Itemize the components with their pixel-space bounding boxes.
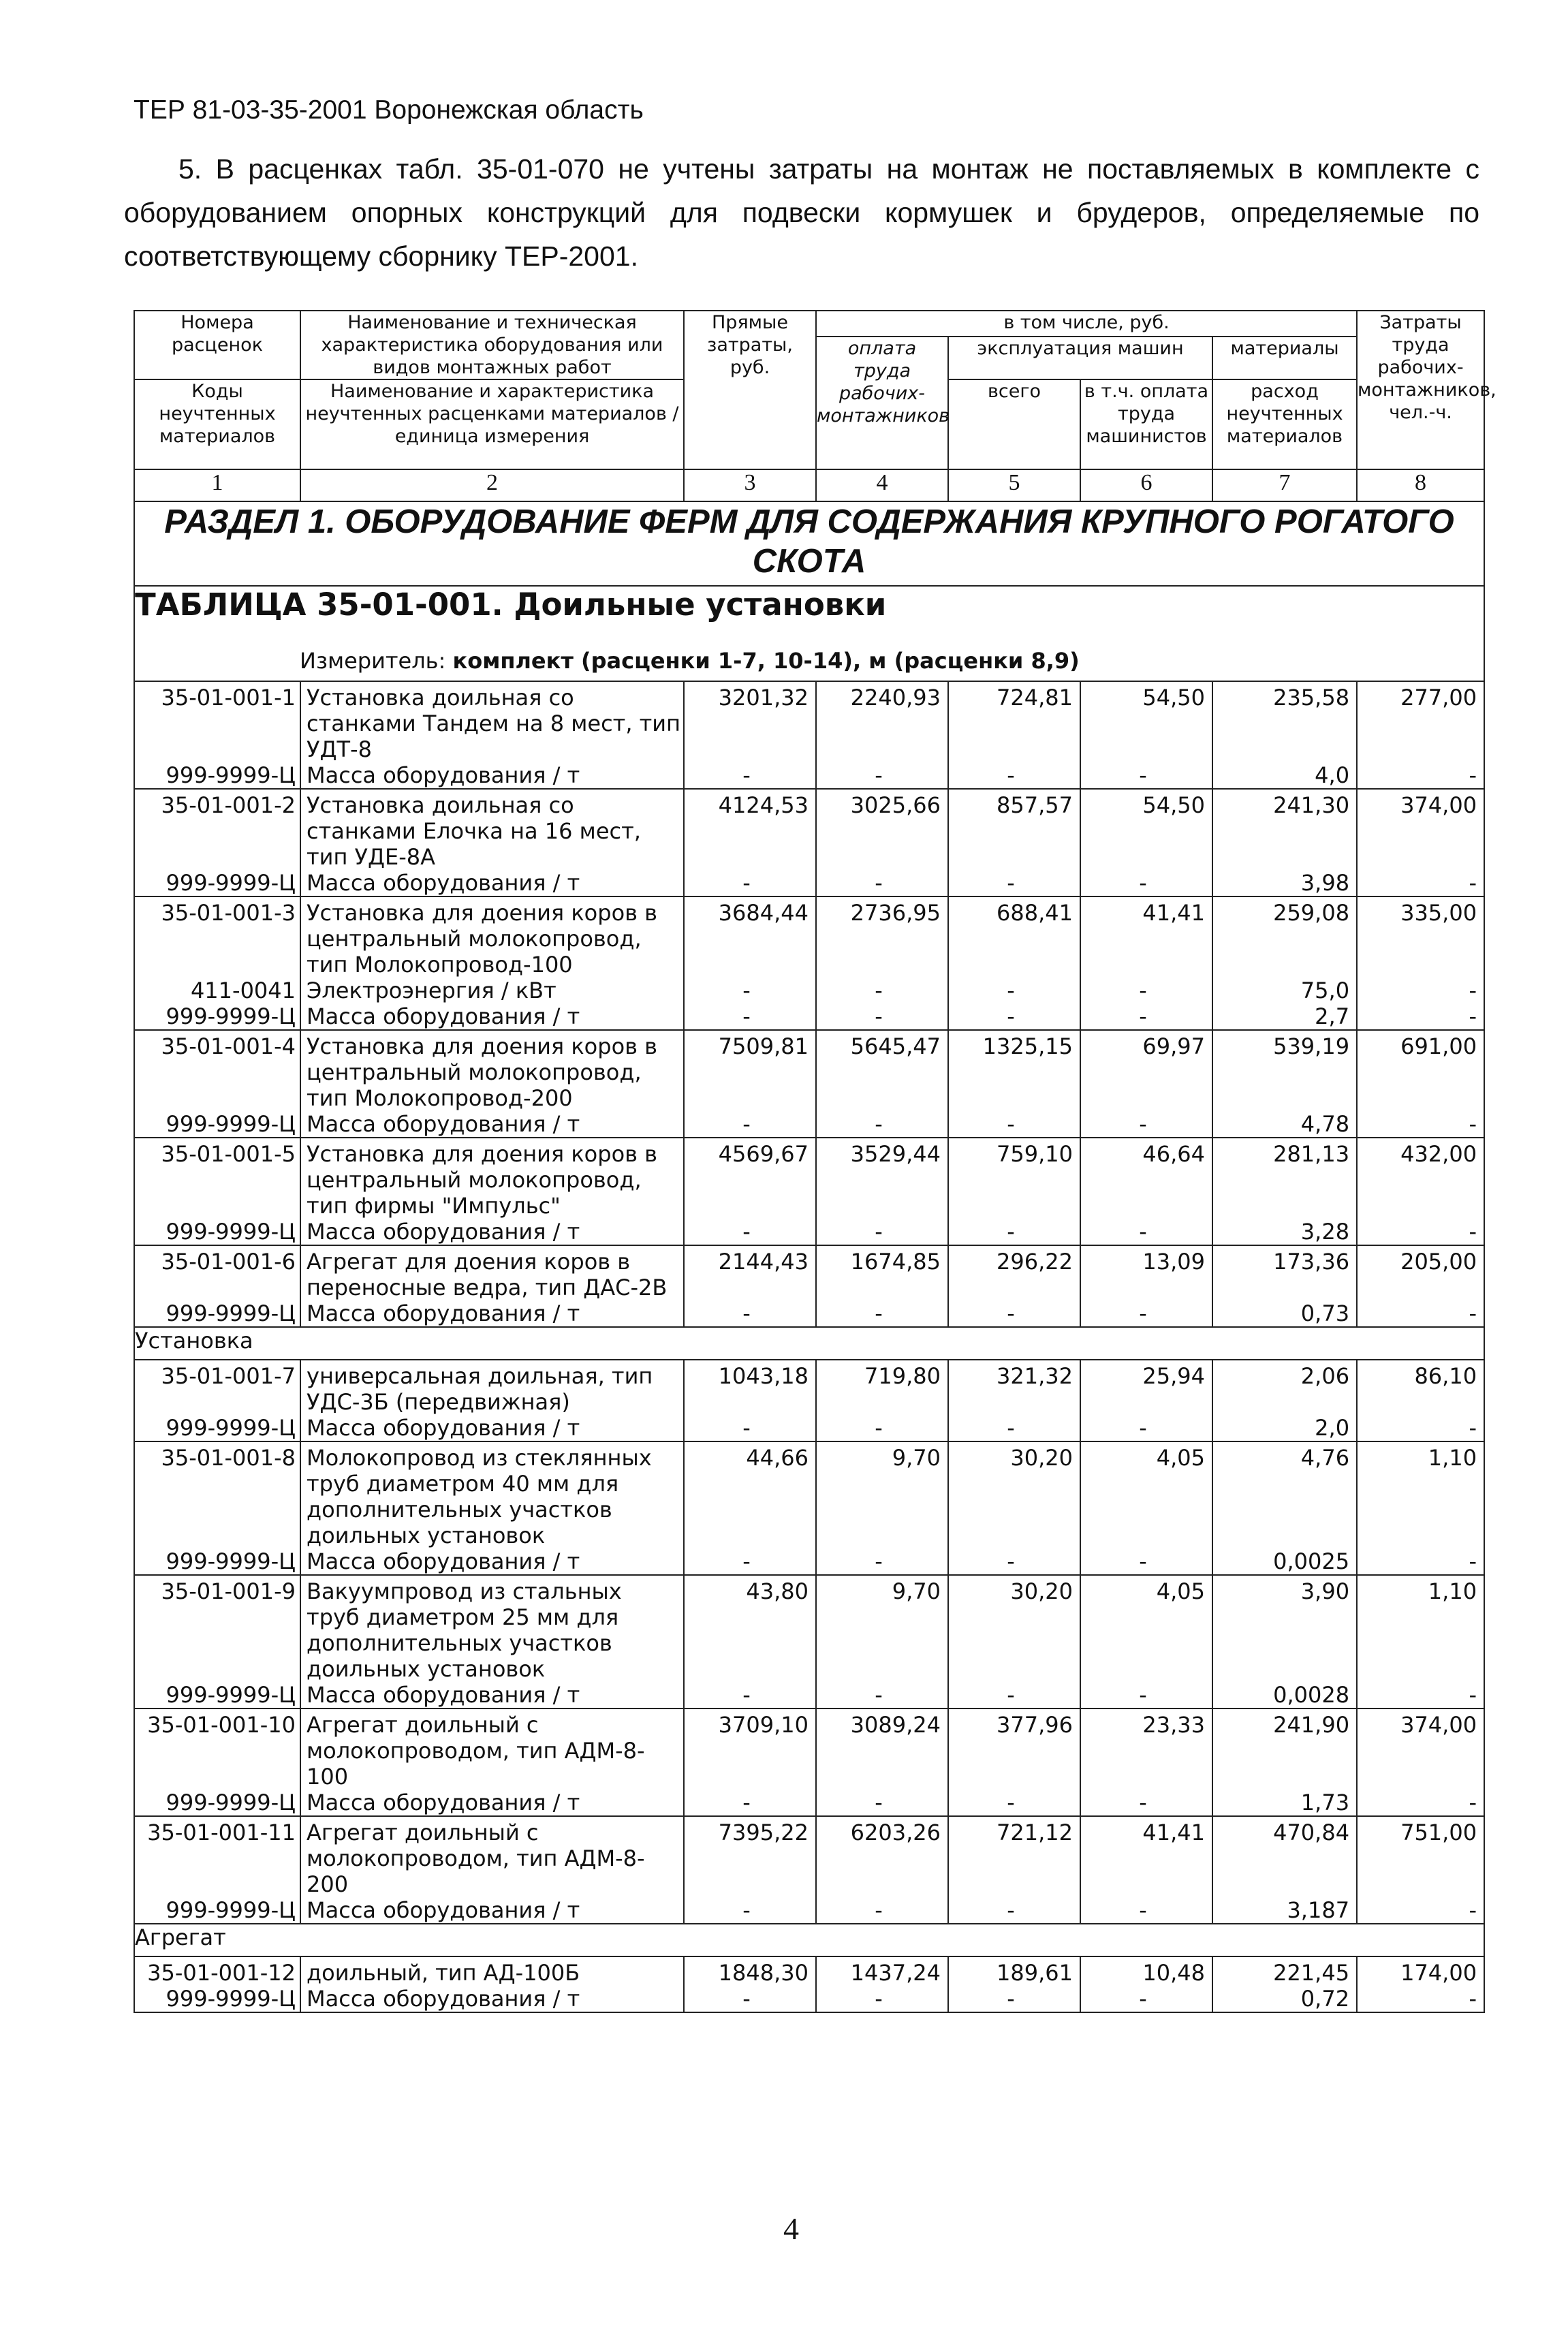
material-row (134, 1682, 1484, 1709)
rate-labor: 1674,85 (816, 1245, 948, 1300)
unit-value: комплект (расценки 1-7, 10-14), м (расценки 8,9) (452, 648, 1080, 674)
empty-value: - (816, 1548, 948, 1575)
empty-value: - (684, 762, 816, 789)
material-quantity: 0,0025 (1212, 1548, 1357, 1575)
rate-code: 35-01-001-12 (134, 1956, 300, 1986)
empty-value: - (1357, 1548, 1484, 1575)
header-codes-bottom: Коды неучтенных материалов (134, 379, 300, 469)
empty-value: - (948, 1300, 1080, 1327)
rate-direct: 4569,67 (684, 1138, 816, 1219)
empty-value: - (816, 870, 948, 896)
material-name: Масса оборудования / т (300, 1548, 684, 1575)
rate-name: универсальная доильная, тип УДС-3Б (передвижная) (300, 1360, 684, 1415)
rate-machines: 30,20 (948, 1575, 1080, 1682)
page-number: 4 (783, 2211, 799, 2246)
page-header: ТЕР 81-03-35-2001 Воронежская область (134, 95, 644, 125)
rate-machines: 189,61 (948, 1956, 1080, 1986)
rate-name: Агрегат доильный с молокопроводом, тип АДМ-8-200 (300, 1816, 684, 1897)
rate-direct: 43,80 (684, 1575, 816, 1682)
rate-materials: 173,36 (1212, 1245, 1357, 1300)
empty-value: - (684, 870, 816, 896)
empty-value: - (1357, 1111, 1484, 1138)
empty-value: - (816, 1415, 948, 1441)
rate-direct: 1043,18 (684, 1360, 816, 1415)
empty-value: - (1080, 1415, 1212, 1441)
rate-row (134, 1245, 1484, 1300)
material-row (134, 978, 1484, 1003)
rate-name: Вакуумпровод из стальных труб диаметром 25 мм для дополнительных участков доильных установок (300, 1575, 684, 1682)
rate-hours: 751,00 (1357, 1816, 1484, 1897)
rate-machinists: 23,33 (1080, 1709, 1212, 1790)
empty-value: - (684, 1790, 816, 1816)
material-quantity: 75,0 (1212, 978, 1357, 1003)
rate-labor: 6203,26 (816, 1816, 948, 1897)
empty-value: - (816, 1897, 948, 1924)
column-numbers-row (134, 469, 1484, 501)
empty-value: - (1357, 1300, 1484, 1327)
empty-value: - (684, 1682, 816, 1709)
rate-hours: 432,00 (1357, 1138, 1484, 1219)
rate-machines: 721,12 (948, 1816, 1080, 1897)
empty-value: - (1357, 1003, 1484, 1030)
rate-hours: 335,00 (1357, 896, 1484, 978)
header-name-bottom: Наименование и характеристика неучтенных расценками материалов / единица измерения (300, 379, 684, 469)
empty-value: - (1080, 1682, 1212, 1709)
rate-machines: 759,10 (948, 1138, 1080, 1219)
material-name: Масса оборудования / т (300, 762, 684, 789)
rate-hours: 1,10 (1357, 1441, 1484, 1548)
empty-value: - (1357, 1986, 1484, 2012)
rate-row (134, 1575, 1484, 1682)
empty-value: - (948, 1897, 1080, 1924)
rate-code: 35-01-001-4 (134, 1030, 300, 1111)
material-name: Масса оборудования / т (300, 1219, 684, 1245)
rate-name: Агрегат для доения коров в переносные ведра, тип ДАС-2В (300, 1245, 684, 1300)
material-row (134, 1897, 1484, 1924)
rate-direct: 7509,81 (684, 1030, 816, 1111)
rate-machines: 688,41 (948, 896, 1080, 978)
empty-value: - (948, 1111, 1080, 1138)
rate-hours: 205,00 (1357, 1245, 1484, 1300)
empty-value: - (1080, 978, 1212, 1003)
rate-labor: 3529,44 (816, 1138, 948, 1219)
material-row (134, 1111, 1484, 1138)
rate-row (134, 1816, 1484, 1897)
rate-direct: 7395,22 (684, 1816, 816, 1897)
header-material-usage: расход неучтенных материалов (1212, 379, 1357, 469)
rate-row (134, 896, 1484, 978)
rate-code: 35-01-001-7 (134, 1360, 300, 1415)
rate-code: 35-01-001-10 (134, 1709, 300, 1790)
rate-direct: 3709,10 (684, 1709, 816, 1790)
empty-value: - (1357, 762, 1484, 789)
rate-row (134, 1709, 1484, 1790)
rate-code: 35-01-001-6 (134, 1245, 300, 1300)
empty-value: - (948, 1415, 1080, 1441)
header-machines-total: всего (948, 379, 1080, 469)
rate-materials: 241,90 (1212, 1709, 1357, 1790)
rate-labor: 719,80 (816, 1360, 948, 1415)
material-name: Электроэнергия / кВт (300, 978, 684, 1003)
rate-materials: 470,84 (1212, 1816, 1357, 1897)
material-name: Масса оборудования / т (300, 1986, 684, 2012)
material-quantity: 0,72 (1212, 1986, 1357, 2012)
rate-hours: 691,00 (1357, 1030, 1484, 1111)
rate-name: Молокопровод из стеклянных труб диаметром 40 мм для дополнительных участков доильных установок (300, 1441, 684, 1548)
group-subheader: Агрегат (134, 1924, 1484, 1956)
section-row (134, 501, 1484, 586)
material-row (134, 1003, 1484, 1030)
rate-row (134, 1441, 1484, 1548)
empty-value: - (684, 1003, 816, 1030)
rate-machines: 30,20 (948, 1441, 1080, 1548)
empty-value: - (1080, 1003, 1212, 1030)
material-code: 999-9999-Ц (134, 1219, 300, 1245)
material-code: 999-9999-Ц (134, 1415, 300, 1441)
rate-hours: 374,00 (1357, 1709, 1484, 1790)
material-code: 999-9999-Ц (134, 870, 300, 896)
rate-materials: 539,19 (1212, 1030, 1357, 1111)
rate-machines: 321,32 (948, 1360, 1080, 1415)
rate-machinists: 54,50 (1080, 681, 1212, 762)
material-name: Масса оборудования / т (300, 1790, 684, 1816)
empty-value: - (684, 1548, 816, 1575)
rate-labor: 2736,95 (816, 896, 948, 978)
rate-labor: 2240,93 (816, 681, 948, 762)
empty-value: - (684, 1415, 816, 1441)
material-quantity: 2,7 (1212, 1003, 1357, 1030)
material-name: Масса оборудования / т (300, 1682, 684, 1709)
material-code: 999-9999-Ц (134, 1300, 300, 1327)
rate-name: Установка для доения коров в центральный молокопровод, тип Молокопровод-200 (300, 1030, 684, 1111)
rate-labor: 9,70 (816, 1575, 948, 1682)
rate-row (134, 1138, 1484, 1219)
empty-value: - (816, 1790, 948, 1816)
material-quantity: 2,0 (1212, 1415, 1357, 1441)
column-number: 1 (134, 469, 300, 501)
column-number: 7 (1212, 469, 1357, 501)
unit-label: Измеритель: (300, 648, 446, 674)
unit-line (134, 648, 1484, 681)
rate-materials: 2,06 (1212, 1360, 1357, 1415)
rate-materials: 235,58 (1212, 681, 1357, 762)
rate-materials: 241,30 (1212, 789, 1357, 870)
empty-value: - (1357, 870, 1484, 896)
material-quantity: 1,73 (1212, 1790, 1357, 1816)
column-number: 4 (816, 469, 948, 501)
material-code: 999-9999-Ц (134, 1897, 300, 1924)
empty-value: - (1357, 1219, 1484, 1245)
empty-value: - (948, 1986, 1080, 2012)
unit-row (134, 648, 1484, 681)
rate-row (134, 1030, 1484, 1111)
material-quantity: 0,73 (1212, 1300, 1357, 1327)
empty-value: - (1357, 978, 1484, 1003)
empty-value: - (948, 870, 1080, 896)
material-row (134, 1415, 1484, 1441)
header-labor-hours: Затраты труда рабочих-монтажников, чел.-ч. (1357, 311, 1484, 469)
material-row (134, 1986, 1484, 2012)
group-subheader-row (134, 1924, 1484, 1956)
group-subheader: Установка (134, 1327, 1484, 1360)
material-name: Масса оборудования / т (300, 1003, 684, 1030)
material-row (134, 762, 1484, 789)
empty-value: - (1080, 1897, 1212, 1924)
empty-value: - (1080, 1790, 1212, 1816)
rate-direct: 3201,32 (684, 681, 816, 762)
material-quantity: 3,187 (1212, 1897, 1357, 1924)
material-row (134, 1548, 1484, 1575)
empty-value: - (1080, 1548, 1212, 1575)
material-code: 411-0041 (134, 978, 300, 1003)
material-row (134, 1219, 1484, 1245)
empty-value: - (684, 1300, 816, 1327)
rate-machinists: 46,64 (1080, 1138, 1212, 1219)
rate-row (134, 1956, 1484, 1986)
rate-direct: 2144,43 (684, 1245, 816, 1300)
material-name: Масса оборудования / т (300, 870, 684, 896)
rate-machinists: 4,05 (1080, 1575, 1212, 1682)
empty-value: - (1080, 762, 1212, 789)
header-name-top: Наименование и техническая характеристика оборудования или видов монтажных работ (300, 311, 684, 379)
rate-code: 35-01-001-5 (134, 1138, 300, 1219)
material-code: 999-9999-Ц (134, 762, 300, 789)
header-machinists-pay: в т.ч. оплата труда машинистов (1080, 379, 1212, 469)
rate-materials: 259,08 (1212, 896, 1357, 978)
rate-row (134, 1360, 1484, 1415)
material-name: Масса оборудования / т (300, 1111, 684, 1138)
empty-value: - (684, 1897, 816, 1924)
column-number: 6 (1080, 469, 1212, 501)
rate-hours: 86,10 (1357, 1360, 1484, 1415)
rate-name: Установка для доения коров в центральный молокопровод, тип Молокопровод-100 (300, 896, 684, 978)
rate-code: 35-01-001-8 (134, 1441, 300, 1548)
rate-code: 35-01-001-2 (134, 789, 300, 870)
material-row (134, 870, 1484, 896)
rate-row (134, 789, 1484, 870)
empty-value: - (948, 1790, 1080, 1816)
rate-name: Установка для доения коров в центральный молокопровод, тип фирмы "Импульс" (300, 1138, 684, 1219)
section-title: РАЗДЕЛ 1. ОБОРУДОВАНИЕ ФЕРМ ДЛЯ СОДЕРЖАНИЯ КРУПНОГО РОГАТОГО СКОТА (134, 501, 1484, 586)
rate-machines: 296,22 (948, 1245, 1080, 1300)
rate-materials: 281,13 (1212, 1138, 1357, 1219)
empty-value: - (816, 762, 948, 789)
column-number: 8 (1357, 469, 1484, 501)
rate-hours: 1,10 (1357, 1575, 1484, 1682)
empty-value: - (948, 1003, 1080, 1030)
rate-machines: 377,96 (948, 1709, 1080, 1790)
rate-code: 35-01-001-9 (134, 1575, 300, 1682)
rate-hours: 174,00 (1357, 1956, 1484, 1986)
material-row (134, 1790, 1484, 1816)
column-number: 5 (948, 469, 1080, 501)
empty-value: - (816, 1219, 948, 1245)
rate-materials: 3,90 (1212, 1575, 1357, 1682)
rate-name: Установка доильная со станками Тандем на 8 мест, тип УДТ-8 (300, 681, 684, 762)
note-paragraph: 5. В расценках табл. 35-01-070 не учтены затраты на монтаж не поставляемых в комплекте с оборудованием опорных конструкций для подвески кормушек и брудеров, определяемые по соответствующему сборнику ТЕР-2001. (124, 153, 1479, 272)
empty-value: - (684, 1986, 816, 2012)
empty-value: - (948, 978, 1080, 1003)
rate-name: доильный, тип АД-100Б (300, 1956, 684, 1986)
empty-value: - (816, 1003, 948, 1030)
material-name: Масса оборудования / т (300, 1415, 684, 1441)
empty-value: - (816, 1682, 948, 1709)
rate-hours: 277,00 (1357, 681, 1484, 762)
rate-machines: 1325,15 (948, 1030, 1080, 1111)
rate-name: Установка доильная со станками Елочка на 16 мест, тип УДЕ-8А (300, 789, 684, 870)
header-machines: эксплуатация машин (948, 337, 1212, 379)
material-code: 999-9999-Ц (134, 1548, 300, 1575)
empty-value: - (948, 1219, 1080, 1245)
material-name: Масса оборудования / т (300, 1897, 684, 1924)
rate-machinists: 10,48 (1080, 1956, 1212, 1986)
group-subheader-row (134, 1327, 1484, 1360)
empty-value: - (1357, 1790, 1484, 1816)
empty-value: - (1080, 1300, 1212, 1327)
rate-hours: 374,00 (1357, 789, 1484, 870)
rate-machines: 857,57 (948, 789, 1080, 870)
empty-value: - (1357, 1897, 1484, 1924)
rate-code: 35-01-001-1 (134, 681, 300, 762)
rate-machinists: 41,41 (1080, 1816, 1212, 1897)
material-quantity: 3,28 (1212, 1219, 1357, 1245)
empty-value: - (684, 1219, 816, 1245)
empty-value: - (1357, 1415, 1484, 1441)
column-number: 3 (684, 469, 816, 501)
rate-labor: 1437,24 (816, 1956, 948, 1986)
empty-value: - (816, 1111, 948, 1138)
material-row (134, 1300, 1484, 1327)
material-quantity: 0,0028 (1212, 1682, 1357, 1709)
empty-value: - (1080, 870, 1212, 896)
rate-machinists: 25,94 (1080, 1360, 1212, 1415)
header-including-group: в том числе, руб. (816, 311, 1357, 337)
empty-value: - (1357, 1682, 1484, 1709)
material-code: 999-9999-Ц (134, 1003, 300, 1030)
material-code: 999-9999-Ц (134, 1682, 300, 1709)
rate-code: 35-01-001-11 (134, 1816, 300, 1897)
rate-labor: 5645,47 (816, 1030, 948, 1111)
rate-labor: 9,70 (816, 1441, 948, 1548)
rate-materials: 4,76 (1212, 1441, 1357, 1548)
rate-direct: 1848,30 (684, 1956, 816, 1986)
rate-machinists: 54,50 (1080, 789, 1212, 870)
rate-machinists: 13,09 (1080, 1245, 1212, 1300)
material-code: 999-9999-Ц (134, 1986, 300, 2012)
header-labor-pay: оплата труда рабочих-монтажников (816, 337, 948, 469)
empty-value: - (948, 1682, 1080, 1709)
rate-labor: 3025,66 (816, 789, 948, 870)
rate-machinists: 41,41 (1080, 896, 1212, 978)
rate-name: Агрегат доильный с молокопроводом, тип АДМ-8-100 (300, 1709, 684, 1790)
rate-labor: 3089,24 (816, 1709, 948, 1790)
rate-machinists: 4,05 (1080, 1441, 1212, 1548)
rate-machinists: 69,97 (1080, 1030, 1212, 1111)
material-quantity: 3,98 (1212, 870, 1357, 896)
rate-row (134, 681, 1484, 762)
table-title-row (134, 586, 1484, 648)
material-code: 999-9999-Ц (134, 1790, 300, 1816)
empty-value: - (948, 1548, 1080, 1575)
empty-value: - (1080, 1219, 1212, 1245)
empty-value: - (816, 978, 948, 1003)
header-direct-costs: Прямые затраты, руб. (684, 311, 816, 469)
material-quantity: 4,78 (1212, 1111, 1357, 1138)
empty-value: - (684, 978, 816, 1003)
empty-value: - (1080, 1986, 1212, 2012)
rate-materials: 221,45 (1212, 1956, 1357, 1986)
rate-machines: 724,81 (948, 681, 1080, 762)
rates-table (134, 310, 1496, 2013)
material-quantity: 4,0 (1212, 762, 1357, 789)
table-body (134, 311, 1496, 2012)
header-materials: материалы (1212, 337, 1357, 379)
column-number: 2 (300, 469, 684, 501)
material-name: Масса оборудования / т (300, 1300, 684, 1327)
material-code: 999-9999-Ц (134, 1111, 300, 1138)
empty-value: - (684, 1111, 816, 1138)
table-title: ТАБЛИЦА 35-01-001. Доильные установки (134, 586, 1484, 648)
empty-value: - (1080, 1111, 1212, 1138)
rate-direct: 44,66 (684, 1441, 816, 1548)
rate-code: 35-01-001-3 (134, 896, 300, 978)
header-codes-top: Номера расценок (134, 311, 300, 379)
rate-direct: 4124,53 (684, 789, 816, 870)
empty-value: - (816, 1986, 948, 2012)
empty-value: - (948, 762, 1080, 789)
empty-value: - (816, 1300, 948, 1327)
rate-direct: 3684,44 (684, 896, 816, 978)
